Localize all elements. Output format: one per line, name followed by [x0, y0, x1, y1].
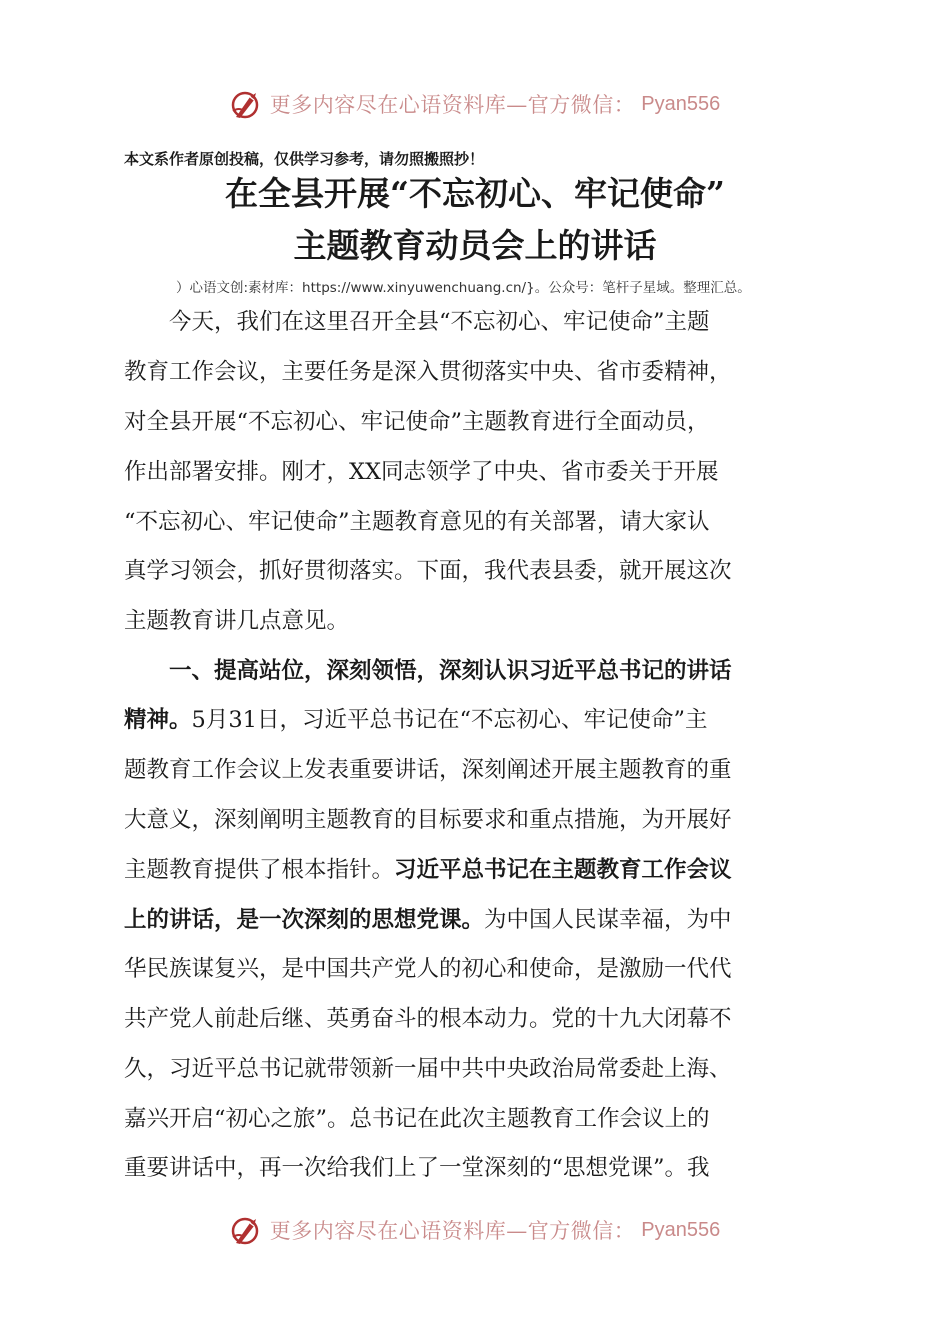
banner-text: 更多内容尽在心语资料库—官方微信：: [269, 1219, 636, 1243]
body-line-text: 5月31日，习近平总书记在“不忘初心、牢记使命”主: [191, 707, 708, 733]
banner-wechat-id: Pyan556: [641, 92, 721, 115]
body-line: 重要讲话中，再一次给我们上了一堂深刻的“思想党课”。我: [124, 1155, 710, 1181]
body-line: 题教育工作会议上发表重要讲话，深刻阐述开展主题教育的重: [124, 757, 732, 783]
section-heading-text: 一、提高站位，深刻领悟，深刻认识习近平总书记的讲话: [124, 658, 732, 684]
body-line: 对全县开展“不忘初心、牢记使命”主题教育进行全面动员，: [124, 409, 710, 435]
body-line: 共产党人前赴后继、英勇奋斗的根本动力。党的十九大闭幕不: [124, 1006, 732, 1032]
document-title-line-2: 主题教育动员会上的讲话: [293, 226, 657, 265]
body-line: [124, 902, 732, 938]
body-line: 作出部署安排。刚才，XX同志领学了中央、省市委关于开展: [124, 459, 719, 485]
body-line: 今天，我们在这里召开全县“不忘初心、牢记使命”主题: [124, 309, 710, 335]
emphasis-text: 上的讲话，是一次深刻的思想党课。: [124, 907, 485, 933]
body-line: 嘉兴开启“初心之旅”。总书记在此次主题教育工作会议上的: [124, 1106, 710, 1132]
emphasis-text: 习近平总书记在主题教育工作会议: [394, 857, 732, 883]
copyright-notice: 本文系作者原创投稿，仅供学习参考，请勿照搬照抄！: [124, 150, 485, 168]
document-title-line-1: 在全县开展“不忘初心、牢记使命”: [225, 174, 725, 213]
body-line: [124, 702, 707, 738]
pen-nib-logo-icon: [230, 87, 264, 121]
banner-wechat-id: Pyan556: [641, 1218, 721, 1241]
body-line-text: 为中国人民谋幸福，为中: [484, 907, 732, 933]
section-heading-end: 精神。: [124, 707, 192, 733]
body-line: 久，习近平总书记就带领新一届中共中央政治局常委赴上海、: [124, 1056, 732, 1082]
header-banner: [0, 82, 950, 126]
body-line: 主题教育讲几点意见。: [124, 608, 350, 634]
body-line: 华民族谋复兴，是中国共产党人的初心和使命，是激励一代代: [124, 956, 732, 982]
footer-banner: [0, 1208, 950, 1252]
banner-text: 更多内容尽在心语资料库—官方微信：: [269, 93, 636, 117]
body-line: 教育工作会议，主要任务是深入贯彻落实中央、省市委精神，: [124, 359, 732, 385]
body-line: [124, 852, 732, 888]
body-line: “不忘初心、牢记使命”主题教育意见的有关部署，请大家认: [124, 509, 710, 535]
section-heading: [124, 653, 732, 689]
body-line: 大意义，深刻阐明主题教育的目标要求和重点措施，为开展好: [124, 807, 732, 833]
pen-nib-logo-icon: [230, 1213, 264, 1247]
source-attribution: ）心语文创:素材库：https://www.xinyuwenchuang.cn/}。公众号：笔杆子星域。整理汇总。: [176, 280, 751, 296]
body-line: 真学习领会，抓好贯彻落实。下面，我代表县委，就开展这次: [124, 558, 732, 584]
body-line-text: 主题教育提供了根本指针。: [124, 857, 395, 883]
